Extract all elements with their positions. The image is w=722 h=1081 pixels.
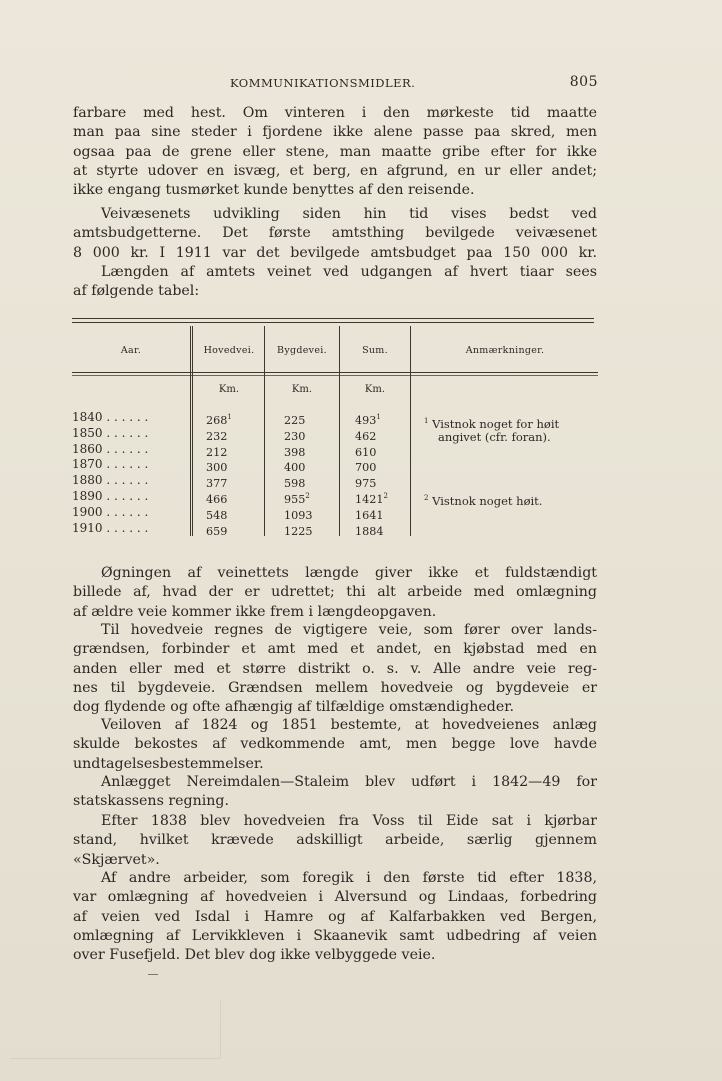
- footnote-mark: 2: [383, 492, 388, 500]
- running-title: KOMMUNIKATIONSMIDLER.: [230, 76, 416, 90]
- year-cell-value: 1850 . . . . . .: [72, 425, 149, 440]
- paragraph-main-roads: [73, 621, 597, 717]
- text-line: farbare med hest. Om vinteren i den mørkeste tid maatte: [73, 105, 597, 121]
- table-rule: [72, 375, 598, 376]
- text-line: 8 000 kr. I 1911 var det bevilgede amtsbudget paa 150 000 kr.: [73, 244, 597, 261]
- table-rule: [72, 322, 594, 323]
- text-line: Efter 1838 blev hovedveien fra Voss til Eide sat i kjørbar: [101, 813, 597, 829]
- year-cell: [72, 457, 187, 473]
- sum-cell-value: 493: [355, 414, 377, 427]
- remark-2: [424, 491, 542, 510]
- unit-village: Km.: [291, 384, 313, 395]
- paragraph-voss-eide: [73, 812, 597, 870]
- main-road-cell-value: 659: [206, 524, 228, 538]
- year-cell-value: 1890 . . . . . .: [72, 489, 149, 503]
- year-cell: [72, 426, 187, 442]
- header-main-road: Hovedvei.: [203, 345, 255, 356]
- year-cell-value: 1910 . . . . . .: [72, 520, 149, 535]
- text-line: Af andre arbeider, som foregik i den første tid efter 1838,: [101, 870, 597, 886]
- footnote-mark: 2: [305, 492, 310, 500]
- text-line: undtagelsesbestemmelser.: [73, 755, 264, 772]
- paragraph-winter-travel: [73, 104, 597, 200]
- sum-cell: [355, 521, 383, 540]
- text-line: ikke engang tusmørket kunde benyttes af den reisende.: [73, 182, 475, 199]
- sum-cell-value: 975: [355, 477, 377, 491]
- text-line: Øgningen af veinettets længde giver ikke et fuldstændigt: [101, 565, 597, 581]
- year-cell-value: 1880 . . . . . .: [72, 473, 149, 488]
- main-road-cell-value: 212: [206, 445, 228, 459]
- unit-sum: Km.: [364, 384, 386, 395]
- main-road-cell-value: 232: [206, 429, 228, 443]
- village-road-cell-value: 598: [284, 477, 306, 491]
- header-year: Aar.: [120, 345, 142, 356]
- header-village-road: Bygdevei.: [277, 345, 327, 356]
- text-line: omlægning af Lervikkleven i Skaanevik samt udbedring af veien: [73, 927, 597, 944]
- table-rule: [72, 318, 594, 319]
- text-line: Anlægget Nereimdalen—Staleim blev udført i 1842—49 for: [101, 774, 597, 790]
- text-line: amtsbudgetterne. Det første amtsthing bevilgede veivæsenet: [73, 225, 597, 242]
- column-divider: [190, 326, 191, 536]
- text-line: af veien ved Isdal i Hamre og af Kalfarbakken ved Bergen,: [73, 908, 597, 925]
- sum-cell-value: 1641: [355, 508, 384, 522]
- year-cell: [72, 521, 187, 537]
- village-road-cell-value: 225: [284, 414, 306, 427]
- paragraph-other-works: [73, 869, 597, 965]
- text-line: statskassens regning.: [73, 793, 230, 810]
- sum-cell-value: 700: [355, 461, 377, 475]
- year-cell: [72, 442, 187, 458]
- remark-text: Vistnok noget for høit: [432, 417, 560, 431]
- year-cell-value: 1900 . . . . . .: [72, 504, 149, 519]
- text-line: grændsen, forbinder et amt med et andet, en kjøbstad med en: [73, 641, 597, 658]
- column-divider: [339, 326, 340, 536]
- text-line: billede af, hvad der er udrettet; thi alt arbeide med omlægning: [73, 584, 597, 601]
- text-line: skulde bekostes af vedkommende amt, men begge love havde: [73, 736, 597, 753]
- text-line: var omlægning af hovedveien i Alversund og Lindaas, forbedring: [73, 889, 597, 906]
- main-road-cell-value: 268: [206, 414, 228, 427]
- column-divider: [410, 326, 411, 536]
- sum-cell-value: 610: [355, 445, 377, 459]
- text-line: Veivæsenets udvikling siden hin tid vises bedst ved: [101, 206, 597, 222]
- decorative-dash: [148, 974, 158, 975]
- main-road-cell: [206, 521, 227, 540]
- main-road-cell-value: 377: [206, 477, 228, 491]
- scan-mark: [10, 1000, 221, 1059]
- column-divider: [192, 326, 193, 536]
- footnote-mark: 1: [376, 413, 381, 421]
- text-line: af ældre veie kommer ikke frem i længdeopgaven.: [73, 603, 437, 620]
- header-sum: Sum.: [362, 345, 388, 356]
- footnote-mark: 1: [424, 417, 429, 425]
- paragraph-increase: [73, 564, 597, 622]
- footnote-mark: 2: [424, 494, 429, 502]
- village-road-cell-value: 398: [284, 445, 306, 459]
- main-road-cell-value: 548: [206, 508, 228, 522]
- village-road-cell-value: 400: [284, 461, 306, 475]
- text-line: over Fusefjeld. Det blev dog ikke velbyggede veie.: [73, 947, 436, 964]
- unit-main: Km.: [218, 384, 240, 395]
- village-road-cell-value: 230: [284, 429, 306, 443]
- paragraph-budget: [73, 205, 597, 301]
- sum-cell-value: 462: [355, 429, 377, 443]
- text-line: stand, hvilket krævede adskilligt arbeide, særlig gjennem: [73, 832, 597, 849]
- village-road-cell-value: 1093: [284, 508, 313, 522]
- text-line: «Skjærvet».: [73, 851, 160, 868]
- village-road-cell-value: 1225: [284, 524, 313, 538]
- footnote-mark: 1: [227, 413, 232, 421]
- remark-text: Vistnok noget høit.: [432, 494, 543, 508]
- road-length-table: [72, 318, 598, 548]
- page-number: 805: [569, 74, 598, 90]
- main-road-cell-value: 300: [206, 461, 228, 475]
- year-cell-value: 1870 . . . . . .: [72, 457, 149, 472]
- sum-cell-value: 1421: [355, 493, 384, 506]
- remark-1-cont: angivet (cfr. foran).: [438, 430, 551, 444]
- page-header: [70, 74, 598, 94]
- village-road-cell: [284, 521, 312, 540]
- year-cell-value: 1840 . . . . . .: [72, 410, 149, 424]
- year-cell: [72, 505, 187, 521]
- text-line: anden eller med et større distrikt o. s. v. Alle andre veie reg-: [73, 660, 597, 677]
- text-line: af følgende tabel:: [73, 283, 200, 300]
- year-cell: [72, 473, 187, 489]
- village-road-cell-value: 955: [284, 493, 306, 506]
- year-cell: [72, 410, 187, 426]
- text-line: Længden af amtets veinet ved udgangen af hvert tiaar sees: [101, 263, 597, 280]
- year-cell: [72, 489, 187, 505]
- text-line: Veiloven af 1824 og 1851 bestemte, at hovedveienes anlæg: [101, 717, 597, 733]
- text-line: at styrte udover en isvæg, et berg, en afgrund, en ur eller andet;: [73, 162, 597, 179]
- paragraph-nereimdalen: [73, 773, 597, 812]
- text-line: Til hovedveie regnes de vigtigere veie, som fører over lands-: [101, 622, 597, 638]
- text-line: man paa sine steder i fjordene ikke alene passe paa skred, men: [73, 124, 597, 141]
- text-line: nes til bygdeveie. Grændsen mellem hovedveie og bygdeveie er: [73, 679, 597, 696]
- column-divider: [264, 326, 265, 536]
- main-road-cell-value: 466: [206, 493, 228, 506]
- sum-cell-value: 1884: [355, 524, 384, 538]
- year-cell-value: 1860 . . . . . .: [72, 441, 149, 456]
- text-line: dog flydende og ofte afhængig af tilfældige omstændigheder.: [73, 699, 514, 716]
- table-rule: [72, 372, 598, 373]
- header-remarks: Anmærkninger.: [465, 345, 545, 356]
- paragraph-road-law: [73, 716, 597, 774]
- text-line: ogsaa paa de grene eller stene, man maatte gribe efter for ikke: [73, 143, 597, 160]
